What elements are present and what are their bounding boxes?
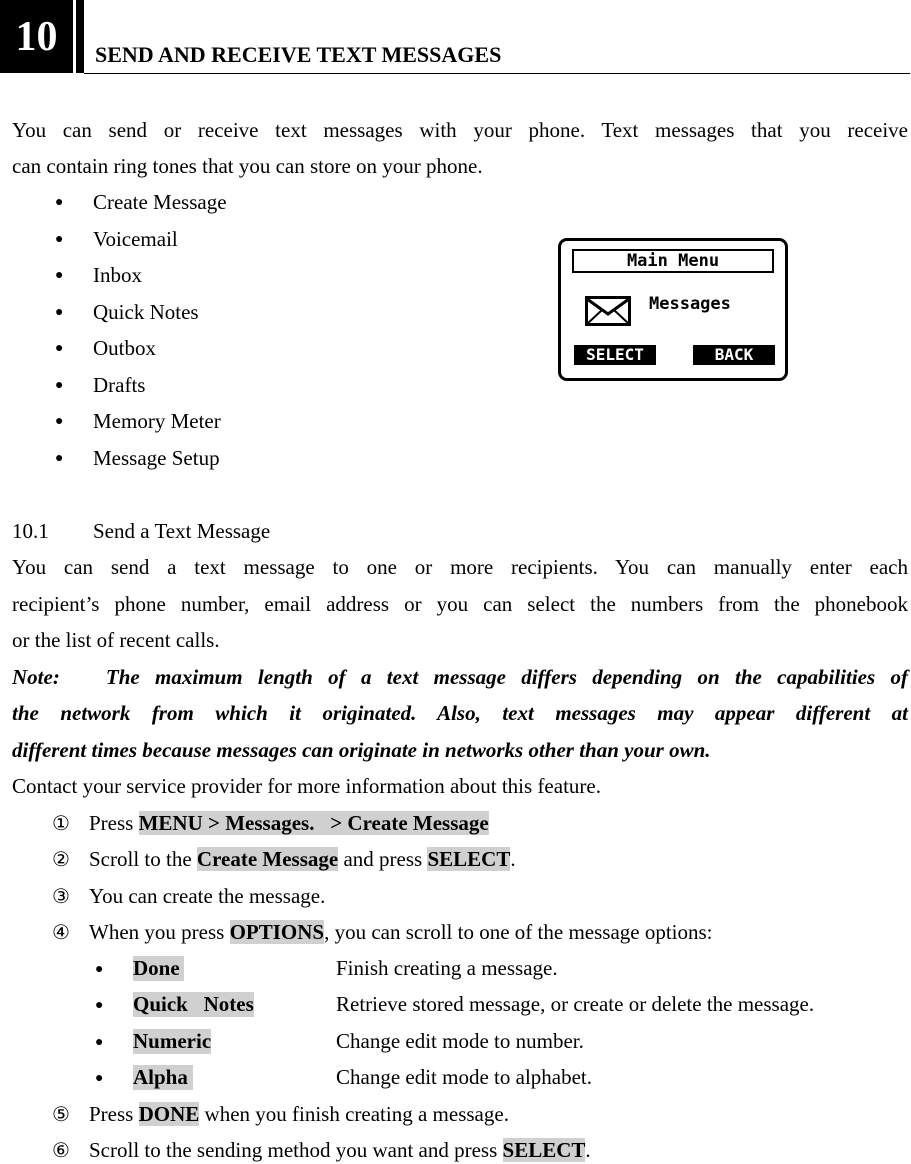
bullet-icon: ●	[55, 232, 64, 247]
bullet-icon: ●	[55, 341, 64, 356]
intro-line-1: You can send or receive text messages with your phone. Text messages that you receive	[12, 118, 908, 142]
step-number: ⑥	[52, 1140, 70, 1162]
bullet-icon: ●	[55, 195, 64, 210]
bullet-icon: ●	[55, 414, 64, 429]
step-text-mid: when you finish creating a message.	[199, 1102, 509, 1126]
bullet-icon: ●	[55, 268, 64, 283]
options-highlight: OPTIONS	[229, 920, 325, 944]
step-text-pre: Scroll to the	[89, 847, 197, 871]
bullet-icon: ●	[95, 1035, 104, 1050]
section-paragraph-line-1: You can send a text message to one or more recipients. You can manually enter each	[12, 555, 908, 579]
section-paragraph-line-3: or the list of recent calls.	[12, 628, 220, 652]
step-text	[89, 847, 516, 872]
step-text	[89, 1102, 509, 1127]
header-rule	[84, 73, 910, 74]
phone-screen-title: Main Menu	[572, 249, 774, 273]
contact-text: Contact your service provider for more information about this feature.	[12, 774, 601, 798]
step-text-post: .	[510, 847, 516, 871]
option-desc: Finish creating a message.	[336, 956, 558, 980]
section-paragraph-line-2: recipient’s phone number, email address or you can select the numbers from the phonebook	[12, 592, 908, 616]
chapter-number: 10	[0, 0, 73, 73]
note-line-1: Note: The maximum length of a text message differs depending on the capabilities of	[12, 665, 908, 689]
step-text: You can create the message.	[89, 884, 326, 908]
bullet-icon: ●	[55, 378, 64, 393]
option-name: Quick Notes	[133, 992, 254, 1016]
envelope-icon	[585, 296, 631, 326]
section-number: 10.1	[12, 519, 49, 543]
step-number: ⑤	[52, 1104, 70, 1126]
intro-line-2: can contain ring tones that you can store on your phone.	[12, 154, 483, 178]
note-line-3: different times because messages can originate in networks other than your own.	[12, 738, 711, 762]
create-message-highlight: Create Message	[196, 847, 339, 871]
step-text-pre: When you press	[89, 920, 230, 944]
done-highlight: DONE	[138, 1102, 200, 1126]
step-text	[89, 1138, 591, 1163]
option-name: Done	[133, 956, 184, 981]
step-number: ②	[52, 849, 70, 871]
step-text-mid: , you can scroll to one of the message options:	[324, 920, 713, 944]
select-highlight: SELECT	[427, 847, 511, 871]
step-text-mid: and press	[338, 847, 428, 871]
menu-path-highlight: MENU > Messages. > Create Message	[138, 811, 489, 835]
step-text	[89, 920, 713, 945]
step-text-pre: Scroll to the sending method you want and press	[89, 1138, 503, 1162]
option-desc: Change edit mode to number.	[336, 1029, 584, 1053]
step-text-pre: Press	[89, 811, 139, 835]
bullet-icon: ●	[95, 998, 104, 1013]
option-name: Numeric	[133, 1029, 212, 1053]
select-softkey: SELECT	[574, 345, 656, 365]
step-number: ③	[52, 886, 70, 908]
option-desc: Retrieve stored message, or create or delete the message.	[336, 992, 815, 1016]
list-item: Inbox	[93, 263, 142, 287]
phone-menu-item: Messages	[649, 294, 731, 314]
step-text	[89, 811, 489, 836]
list-item: Message Setup	[93, 446, 220, 470]
note-line-2: the network from which it originated. Also, text messages may appear different at	[12, 701, 908, 725]
list-item: Voicemail	[93, 227, 178, 251]
chapter-bar	[76, 0, 84, 73]
select-highlight: SELECT	[502, 1138, 586, 1162]
bullet-icon: ●	[95, 1071, 104, 1086]
step-number: ①	[52, 813, 70, 835]
chapter-title: SEND AND RECEIVE TEXT MESSAGES	[95, 42, 502, 67]
step-number: ④	[52, 922, 70, 944]
list-item: Create Message	[93, 190, 227, 214]
option-desc: Change edit mode to alphabet.	[336, 1065, 593, 1089]
bullet-icon: ●	[55, 451, 64, 466]
list-item: Drafts	[93, 373, 146, 397]
back-softkey: BACK	[693, 345, 775, 365]
phone-screen	[558, 238, 788, 381]
step-text-post: .	[585, 1138, 591, 1162]
list-item: Memory Meter	[93, 409, 221, 433]
step-text-pre: Press	[89, 1102, 139, 1126]
bullet-icon: ●	[95, 962, 104, 977]
option-name: Alpha	[133, 1065, 194, 1089]
section-title: Send a Text Message	[93, 519, 271, 543]
bullet-icon: ●	[55, 305, 64, 320]
list-item: Outbox	[93, 336, 156, 360]
list-item: Quick Notes	[93, 300, 199, 324]
